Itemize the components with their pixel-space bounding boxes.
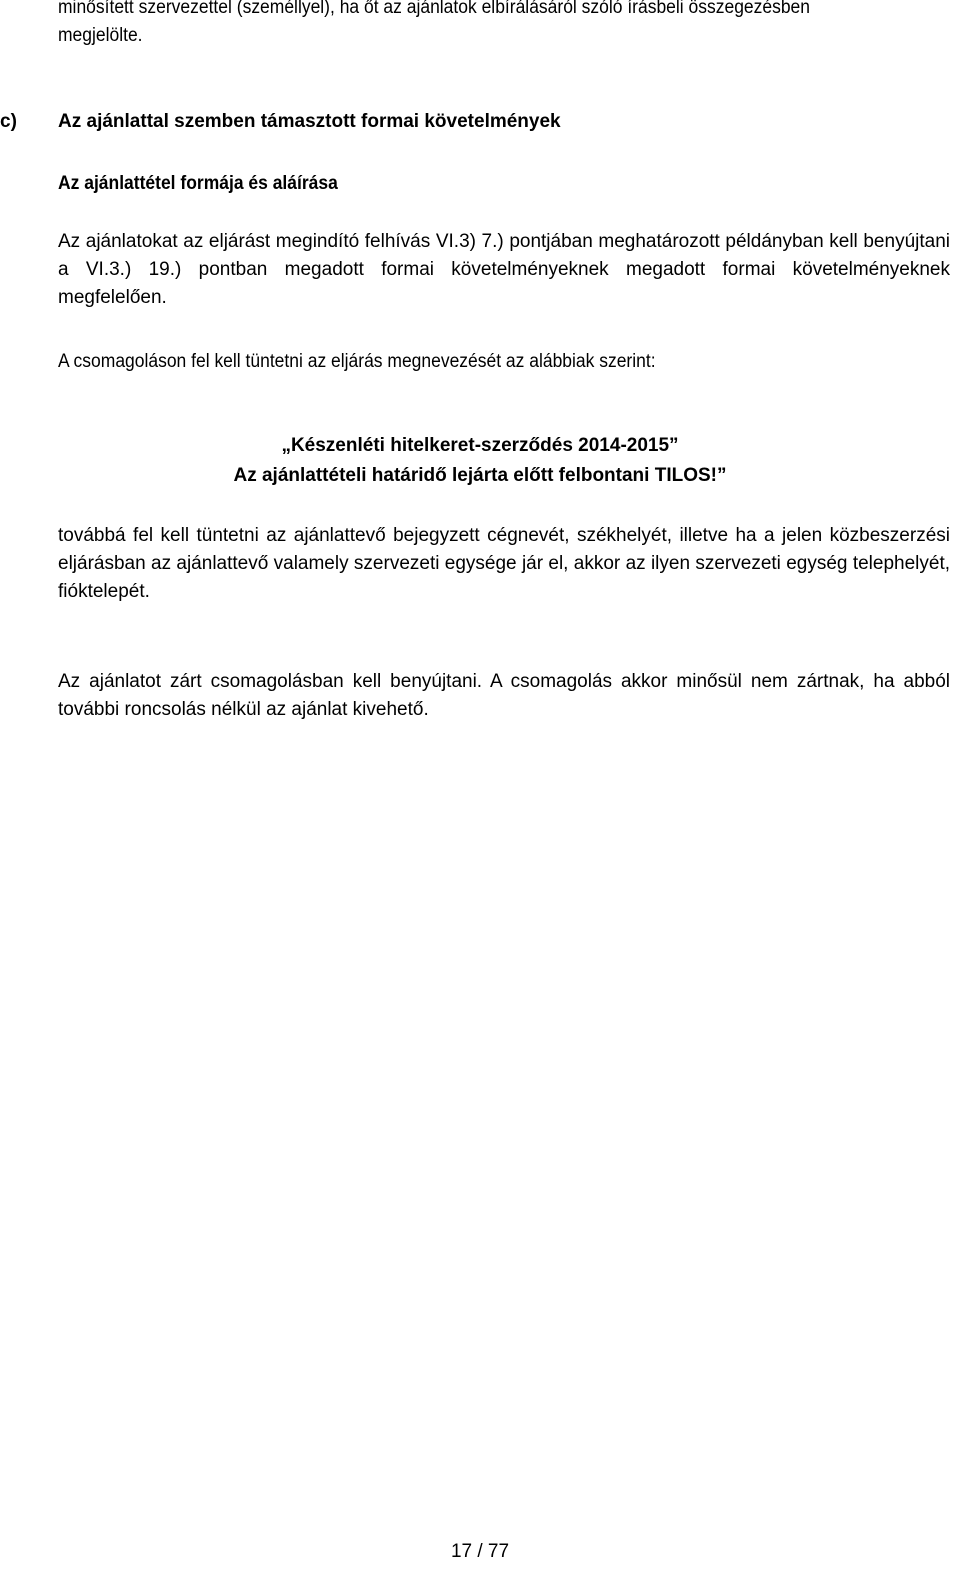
section-marker: c) — [0, 111, 17, 132]
paragraph-submission: Az ajánlatokat az eljárást megindító felhívás VI.3) 7.) pontjában meghatározott példányban kell benyújtani a VI.3.) 19.) pontban megadott formai követelményeknek megadott formai követelményeknek megfelelően. — [58, 231, 950, 308]
page-number: 17 / 77 — [450, 1541, 510, 1562]
paragraph-packaging-intro: A csomagoláson fel kell tüntetni az eljárás megnevezését az alábbiak szerint: — [58, 351, 656, 372]
paragraph-additional: továbbá fel kell tüntetni az ajánlattevő bejegyzett cégnevét, székhelyét, illetve ha a jelen közbeszerzési eljárásban az ajánlattevő valamely szervezeti egysége jár el, akkor az ilyen szervezeti egység telephelyét, fióktelepét. — [58, 525, 950, 602]
package-label-warning: Az ajánlattételi határidő lejárta előtt felbontani TILOS!” — [233, 465, 727, 486]
section-title: Az ajánlattal szemben támasztott formai követelmények — [58, 111, 561, 132]
subheading: Az ajánlattétel formája és aláírása — [58, 173, 338, 194]
paragraph-sealed: Az ajánlatot zárt csomagolásban kell benyújtani. A csomagolás akkor minősül nem zártnak, ha abból további roncsolás nélkül az ajánlat kivehető. — [58, 671, 950, 720]
package-label-title: „Készenléti hitelkeret-szerződés 2014-2015” — [281, 435, 679, 456]
intro-continuation-line1: minősített szervezettel (személlyel), ha őt az ajánlatok elbírálásáról szóló írásbeli összegezésben — [58, 0, 810, 18]
intro-continuation-line2: megjelölte. — [58, 25, 143, 46]
